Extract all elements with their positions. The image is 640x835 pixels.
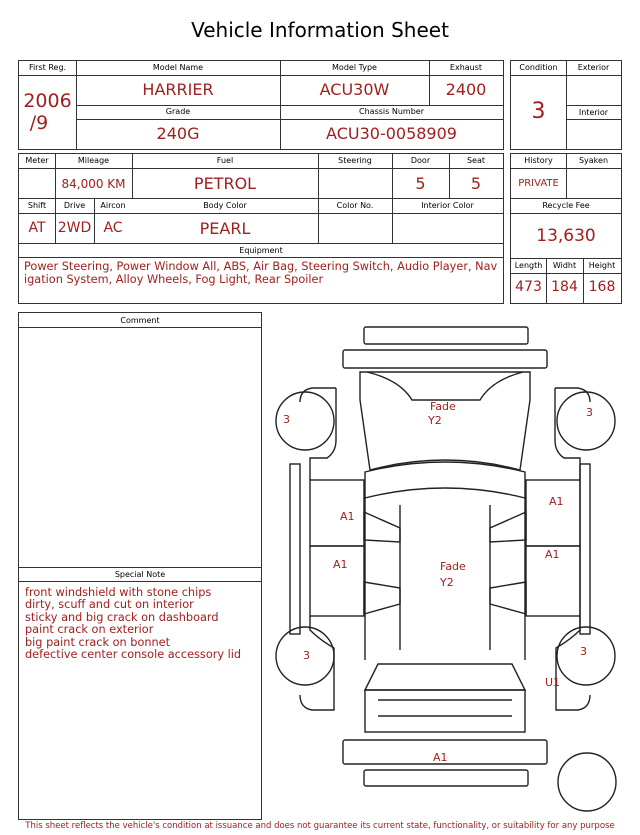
tailgate-part — [365, 690, 525, 732]
model-type-value: ACU30W — [319, 80, 390, 99]
mark-rear-quarter-right: U1 — [545, 676, 561, 689]
windshield-part — [365, 462, 525, 498]
body-color-value: PEARL — [199, 219, 251, 238]
height-label: Height — [588, 261, 616, 270]
exhaust-value: 2400 — [445, 80, 487, 99]
recycle-fee-label: Recycle Fee — [542, 201, 590, 210]
length-label: Length — [514, 261, 543, 270]
aircon-value: AC — [103, 220, 123, 236]
drive-label: Drive — [63, 201, 86, 210]
fuel-label: Fuel — [216, 156, 234, 165]
seat-value: 5 — [470, 174, 482, 193]
mark-rear-bumper: A1 — [433, 751, 448, 764]
mark-front-right-door: A1 — [549, 495, 564, 508]
mark-wheel-rear-left: 3 — [303, 649, 310, 662]
body-color-label: Body Color — [203, 201, 247, 210]
mark-wheel-front-left: 3 — [283, 413, 290, 426]
history-value: PRIVATE — [518, 178, 559, 189]
special-note-line: paint crack on exterior — [25, 623, 154, 637]
rear-left-door-part — [310, 546, 364, 616]
chassis-number-label: Chassis Number — [359, 107, 424, 116]
first-reg-label: First Reg. — [28, 63, 67, 72]
model-name-value: HARRIER — [142, 80, 214, 99]
interior-label: Interior — [578, 108, 609, 117]
mark-bonnet-y2: Y2 — [428, 414, 442, 427]
mark-wheel-front-right: 3 — [586, 406, 593, 419]
aircon-label: Aircon — [100, 201, 126, 210]
special-note-line: sticky and big crack on dashboard — [25, 610, 219, 624]
condition-value: 3 — [531, 99, 546, 124]
width-label: Widht — [552, 261, 577, 270]
mark-front-left-door: A1 — [340, 510, 355, 523]
special-note-line: defective center console accessory lid — [25, 648, 242, 662]
shift-label: Shift — [27, 201, 47, 210]
rear-step-part — [364, 770, 528, 786]
mark-wheel-rear-right: 3 — [580, 645, 587, 658]
meter-label: Meter — [25, 156, 49, 165]
model-name-label: Model Name — [152, 63, 204, 72]
mileage-value: 84,000 KM — [61, 177, 126, 191]
special-note-line: dirty, scuff and cut on interior — [25, 598, 194, 612]
mark-rear-right-door: A1 — [545, 548, 560, 561]
wheel-front-right-part — [557, 392, 615, 450]
mileage-label: Mileage — [77, 156, 110, 165]
disclaimer-footer: This sheet reflects the vehicle's condition at issuance and does not guarantee its current state, functionality, or suitability for any purpose — [25, 821, 615, 831]
equipment-label: Equipment — [239, 246, 283, 255]
special-note-label: Special Note — [114, 570, 166, 579]
door-value: 5 — [415, 174, 426, 193]
mark-roof-fade: Fade — [440, 560, 466, 573]
interior-color-label: Interior Color — [421, 201, 474, 210]
exterior-label: Exterior — [577, 63, 610, 72]
syaken-label: Syaken — [578, 156, 609, 165]
shift-value: AT — [28, 220, 46, 236]
fuel-value: PETROL — [193, 174, 257, 193]
bonnet-part — [360, 372, 530, 470]
equipment-value: Power Steering, Power Window All, ABS, Air Bag, Steering Switch, Audio Player, Navigation System, Alloy Wheels, Fog Light, Rear Spoiler — [24, 260, 498, 286]
width-value: 184 — [551, 279, 578, 295]
comment-label: Comment — [120, 316, 160, 325]
mark-bonnet-fade: Fade — [430, 400, 456, 413]
mark-roof-y2: Y2 — [440, 576, 454, 589]
color-no-label: Color No. — [336, 201, 374, 210]
exhaust-label: Exhaust — [449, 63, 483, 72]
front-right-door-part — [526, 480, 580, 546]
front-grille-part — [343, 350, 547, 368]
model-type-label: Model Type — [332, 63, 377, 72]
seat-label: Seat — [466, 156, 486, 165]
door-label: Door — [410, 156, 431, 165]
grade-label: Grade — [165, 107, 191, 116]
length-value: 473 — [515, 279, 542, 295]
page-title: Vehicle Information Sheet — [191, 18, 449, 42]
special-note-line: big paint crack on bonnet — [25, 635, 171, 649]
first-reg-year: 2006 — [23, 90, 72, 112]
front-left-door-part — [310, 480, 364, 546]
condition-label: Condition — [519, 63, 558, 72]
front-bumper-part — [364, 327, 528, 344]
steering-label: Steering — [338, 156, 372, 165]
history-label: History — [524, 156, 553, 165]
grade-value: 240G — [156, 124, 200, 143]
drive-value: 2WD — [57, 220, 92, 236]
chassis-number-value: ACU30-0058909 — [326, 124, 457, 143]
rear-window-part — [365, 664, 525, 690]
height-value: 168 — [588, 279, 616, 295]
mark-rear-left-door: A1 — [333, 558, 348, 571]
special-note-line: front windshield with stone chips — [25, 586, 212, 599]
recycle-fee-value: 13,630 — [536, 226, 596, 246]
spare-wheel-part — [558, 753, 616, 811]
first-reg-month: /9 — [29, 112, 49, 134]
